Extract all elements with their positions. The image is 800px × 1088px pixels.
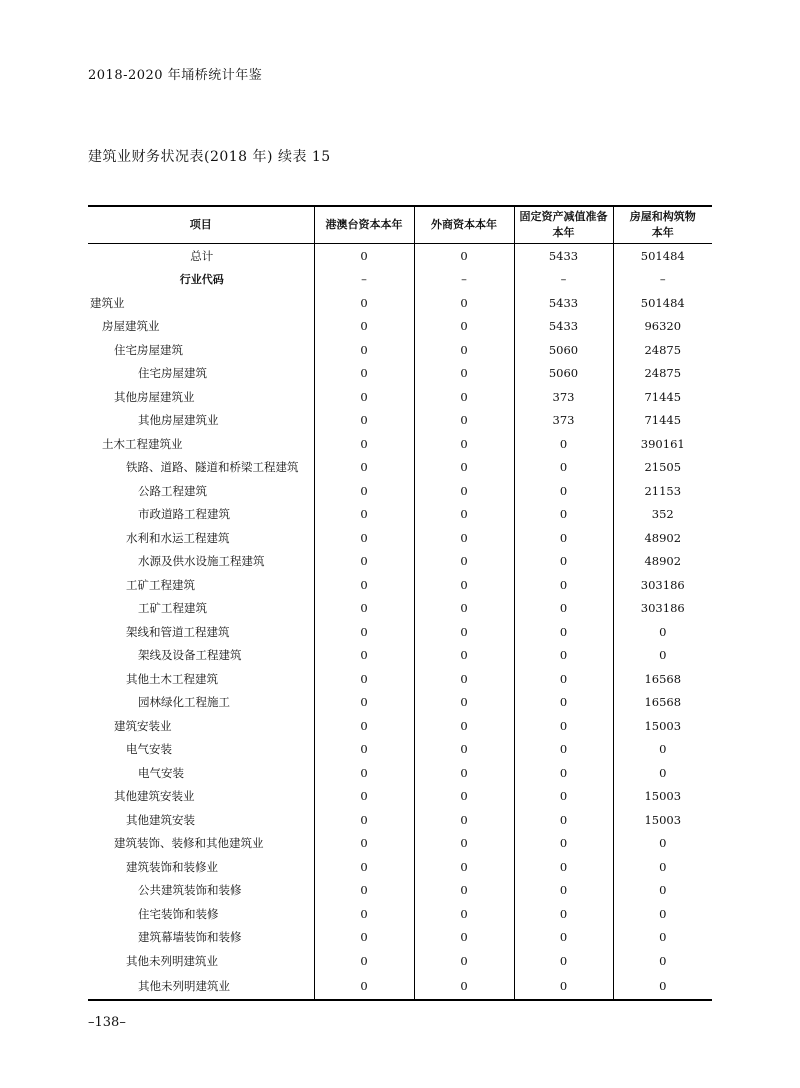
row-value: 5433 — [514, 244, 613, 268]
row-label: 市政道路工程建筑 — [138, 507, 230, 522]
row-label: 住宅装饰和装修 — [138, 906, 219, 921]
table-row — [88, 432, 712, 456]
row-value: 0 — [414, 362, 514, 386]
row-label: 其他房屋建筑业 — [138, 413, 219, 428]
column-header-hk-macau-taiwan-capital: 港澳台资本本年 — [314, 206, 414, 244]
table-row — [88, 926, 712, 950]
table-row — [88, 808, 712, 832]
row-value: 24875 — [613, 338, 712, 362]
row-value: 0 — [414, 879, 514, 903]
row-value: 16568 — [613, 667, 712, 691]
row-label: 住宅房屋建筑 — [114, 342, 183, 357]
row-label: 公共建筑装饰和装修 — [138, 883, 242, 898]
column-header-line: 房屋和构筑物 — [629, 210, 696, 223]
row-value: 501484 — [613, 291, 712, 315]
table-row — [88, 550, 712, 574]
row-value: – — [414, 268, 514, 292]
table-row — [88, 573, 712, 597]
row-value: 0 — [314, 879, 414, 903]
row-label: 其他未列明建筑业 — [126, 953, 218, 968]
row-label: 其他建筑安装 — [126, 812, 195, 827]
row-value: 0 — [414, 832, 514, 856]
row-label: 其他建筑安装业 — [114, 789, 195, 804]
row-value: 21505 — [613, 456, 712, 480]
row-value: 0 — [414, 479, 514, 503]
row-value: 0 — [314, 550, 414, 574]
row-value: 0 — [314, 808, 414, 832]
row-label: 其他土木工程建筑 — [126, 671, 218, 686]
column-header-buildings-structures — [613, 206, 712, 244]
row-value: 0 — [314, 409, 414, 433]
row-value: 0 — [514, 785, 613, 809]
row-value: 0 — [314, 362, 414, 386]
row-value: 24875 — [613, 362, 712, 386]
row-value: 0 — [314, 714, 414, 738]
row-value: 0 — [314, 691, 414, 715]
row-label: 其他未列明建筑业 — [88, 973, 314, 1000]
row-value: 5060 — [514, 338, 613, 362]
table-row — [88, 667, 712, 691]
row-value: 0 — [414, 761, 514, 785]
table-row — [88, 949, 712, 973]
table-row — [88, 879, 712, 903]
row-value: 0 — [514, 644, 613, 668]
row-value: 0 — [613, 620, 712, 644]
table-row — [88, 832, 712, 856]
row-value: 0 — [414, 503, 514, 527]
page-number: –138– — [88, 1015, 126, 1030]
table-row — [88, 597, 712, 621]
row-value: 0 — [613, 879, 712, 903]
row-value: 0 — [314, 338, 414, 362]
table-row — [88, 738, 712, 762]
row-value: 0 — [414, 644, 514, 668]
row-label: 电气安装 — [126, 742, 172, 757]
row-value: 0 — [514, 503, 613, 527]
row-label: 总计 — [190, 248, 214, 263]
row-label: 水源及供水设施工程建筑 — [138, 554, 265, 569]
row-value: 15003 — [613, 808, 712, 832]
table-row — [88, 761, 712, 785]
row-value: 96320 — [613, 315, 712, 339]
row-value: 21153 — [613, 479, 712, 503]
row-value: 0 — [414, 926, 514, 950]
row-value: 0 — [414, 714, 514, 738]
row-value: 0 — [414, 432, 514, 456]
row-value: 15003 — [613, 785, 712, 809]
row-value: 0 — [314, 644, 414, 668]
row-label: 行业代码 — [179, 273, 224, 287]
table-row — [88, 338, 712, 362]
table-row — [88, 385, 712, 409]
row-value: 0 — [514, 855, 613, 879]
table-row — [88, 409, 712, 433]
row-value: 0 — [314, 949, 414, 973]
table-body — [88, 244, 712, 1000]
row-label: 铁路、道路、隧道和桥梁工程建筑 — [126, 460, 299, 475]
row-label: 公路工程建筑 — [138, 483, 207, 498]
row-value: 303186 — [613, 573, 712, 597]
row-value: 0 — [414, 338, 514, 362]
row-label: 架线及设备工程建筑 — [138, 648, 242, 663]
column-header-line: 固定资产减值准备 — [519, 210, 608, 223]
row-value: 0 — [314, 573, 414, 597]
row-label: 土木工程建筑业 — [102, 436, 183, 451]
table-row — [88, 362, 712, 386]
row-value: 390161 — [613, 432, 712, 456]
row-label: 建筑业 — [90, 295, 125, 310]
row-value: 0 — [414, 291, 514, 315]
row-value: 501484 — [613, 244, 712, 268]
row-label: 架线和管道工程建筑 — [126, 624, 230, 639]
row-value: – — [514, 268, 613, 292]
row-value: 71445 — [613, 385, 712, 409]
row-value: 0 — [514, 832, 613, 856]
row-value: 0 — [314, 503, 414, 527]
row-value: 16568 — [613, 691, 712, 715]
table-row — [88, 973, 712, 1000]
row-value: 0 — [514, 597, 613, 621]
row-value: 0 — [414, 667, 514, 691]
row-value: 373 — [514, 385, 613, 409]
row-value: 0 — [414, 385, 514, 409]
row-value: 15003 — [613, 714, 712, 738]
row-value: 0 — [414, 808, 514, 832]
table-title: 建筑业财务状况表(2018 年) 续表 15 — [88, 149, 331, 165]
row-value: 0 — [613, 973, 712, 1000]
row-value: 0 — [514, 761, 613, 785]
row-label: 建筑装饰和装修业 — [126, 859, 218, 874]
row-value: 5060 — [514, 362, 613, 386]
row-label: 工矿工程建筑 — [126, 577, 195, 592]
row-value: 0 — [414, 573, 514, 597]
row-value: 0 — [314, 244, 414, 268]
row-value: 0 — [414, 550, 514, 574]
row-value: 0 — [514, 879, 613, 903]
row-value: 48902 — [613, 550, 712, 574]
row-value: 0 — [514, 456, 613, 480]
row-value: 0 — [613, 738, 712, 762]
row-value: 0 — [314, 385, 414, 409]
row-value: 0 — [414, 456, 514, 480]
row-value: – — [314, 268, 414, 292]
row-label: 其他房屋建筑业 — [114, 389, 195, 404]
row-value: 0 — [314, 902, 414, 926]
row-value: 0 — [314, 855, 414, 879]
row-value: 0 — [414, 738, 514, 762]
table-row — [88, 315, 712, 339]
table-row — [88, 644, 712, 668]
row-value: 0 — [514, 479, 613, 503]
row-value: 0 — [514, 691, 613, 715]
row-label: 建筑幕墙装饰和装修 — [138, 930, 242, 945]
row-value: 0 — [514, 526, 613, 550]
row-value: 0 — [514, 714, 613, 738]
row-value: 0 — [314, 761, 414, 785]
row-value: 0 — [414, 244, 514, 268]
row-value: 0 — [314, 832, 414, 856]
row-value: 0 — [514, 550, 613, 574]
running-head: 2018-2020 年埇桥统计年鉴 — [88, 68, 263, 83]
row-value: 0 — [414, 315, 514, 339]
table-row — [88, 855, 712, 879]
row-value: 0 — [314, 291, 414, 315]
row-value: 5433 — [514, 315, 613, 339]
table-row — [88, 620, 712, 644]
row-value: 0 — [613, 832, 712, 856]
table-row — [88, 456, 712, 480]
row-value: 0 — [314, 526, 414, 550]
financial-status-table — [88, 205, 712, 1001]
row-value: 0 — [414, 855, 514, 879]
row-value: 0 — [314, 738, 414, 762]
row-value: 0 — [514, 573, 613, 597]
row-label: 工矿工程建筑 — [138, 601, 207, 616]
row-value: 0 — [314, 620, 414, 644]
row-value: 0 — [414, 691, 514, 715]
row-label: 园林绿化工程施工 — [138, 695, 230, 710]
row-value: 0 — [314, 456, 414, 480]
row-label: 房屋建筑业 — [102, 319, 160, 334]
row-label: 住宅房屋建筑 — [138, 366, 207, 381]
row-value: 0 — [314, 315, 414, 339]
row-value: 0 — [613, 902, 712, 926]
row-value: 0 — [514, 432, 613, 456]
row-value: 0 — [414, 949, 514, 973]
row-value: 0 — [314, 432, 414, 456]
row-value: 0 — [314, 785, 414, 809]
row-value: 0 — [414, 902, 514, 926]
row-value: 0 — [613, 644, 712, 668]
table-row — [88, 785, 712, 809]
row-value: 0 — [613, 926, 712, 950]
row-value: 0 — [613, 949, 712, 973]
row-value: 373 — [514, 409, 613, 433]
row-value: 0 — [613, 761, 712, 785]
row-value: 0 — [414, 526, 514, 550]
column-header-foreign-capital: 外商资本本年 — [414, 206, 514, 244]
row-value: 352 — [613, 503, 712, 527]
row-value: 0 — [414, 973, 514, 1000]
row-value: 0 — [414, 785, 514, 809]
row-value: – — [613, 268, 712, 292]
table-row — [88, 268, 712, 292]
column-header-line: 本年 — [651, 226, 674, 239]
row-value: 0 — [613, 855, 712, 879]
row-value: 0 — [514, 973, 613, 1000]
table-row — [88, 479, 712, 503]
row-value: 0 — [314, 973, 414, 1000]
table-row — [88, 291, 712, 315]
row-value: 0 — [414, 409, 514, 433]
row-value: 0 — [514, 620, 613, 644]
table-row — [88, 902, 712, 926]
row-value: 71445 — [613, 409, 712, 433]
row-value: 0 — [514, 667, 613, 691]
row-value: 0 — [514, 738, 613, 762]
table-row — [88, 691, 712, 715]
column-header-item: 项目 — [88, 206, 314, 244]
row-value: 0 — [514, 926, 613, 950]
row-value: 0 — [314, 479, 414, 503]
row-label: 建筑装饰、装修和其他建筑业 — [114, 836, 264, 851]
row-value: 5433 — [514, 291, 613, 315]
table-row — [88, 503, 712, 527]
row-value: 48902 — [613, 526, 712, 550]
table-row — [88, 244, 712, 268]
table-row — [88, 714, 712, 738]
row-value: 0 — [414, 620, 514, 644]
row-value: 303186 — [613, 597, 712, 621]
column-header-line: 本年 — [552, 226, 575, 239]
row-value: 0 — [514, 902, 613, 926]
row-value: 0 — [314, 597, 414, 621]
row-label: 建筑安装业 — [114, 718, 172, 733]
column-header-fixed-asset-impairment — [514, 206, 613, 244]
row-value: 0 — [514, 949, 613, 973]
row-value: 0 — [514, 808, 613, 832]
row-value: 0 — [314, 667, 414, 691]
row-label: 水利和水运工程建筑 — [126, 530, 230, 545]
table-header-row — [88, 206, 712, 244]
row-value: 0 — [414, 597, 514, 621]
table-row — [88, 526, 712, 550]
row-value: 0 — [314, 926, 414, 950]
row-label: 电气安装 — [138, 765, 184, 780]
